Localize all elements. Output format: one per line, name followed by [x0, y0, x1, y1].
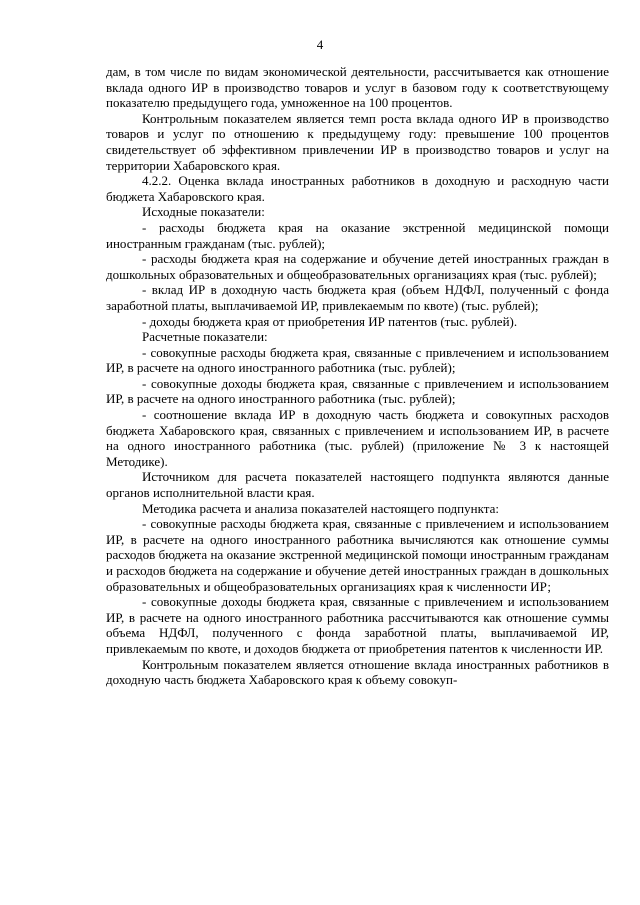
paragraph-17: Контрольным показателем является отношение вклада иностранных работников в доходную часть бюджета Хабаровского края к объему совокуп- — [106, 656, 609, 688]
paragraph-12: - соотношение вклада ИР в доходную часть бюджета и совокупных расходов бюджета Хабаровского края, связанных с привлечением и использованием ИР, в расчете на одного иностранного работника (тыс. рублей) (приложение № 3 к настоящей Методике). — [106, 407, 609, 469]
paragraph-11: - совокупные доходы бюджета края, связанные с привлечением и использованием ИР, в расчете на одного иностранного работника (тыс. рублей); — [106, 375, 609, 407]
paragraph-4: Исходные показатели: — [142, 204, 265, 220]
paragraph-16: - совокупные доходы бюджета края, связанные с привлечением и использованием ИР, в расчете на одного иностранного работника рассчитываются как отношение суммы объема НДФЛ, полученного с фонда заработной платы, выплачиваемой ИР, привлекаемым по квоте, и доходов бюджета от приобретения патентов к численности ИР. — [106, 594, 609, 656]
paragraph-14: Методика расчета и анализа показателей настоящего подпункта: — [142, 500, 499, 516]
paragraph-15: - совокупные расходы бюджета края, связанные с привлечением и использованием ИР, в расчете на одного иностранного работника вычисляются как отношение суммы расходов бюджета на оказание экстренной медицинской помощи иностранным гражданам и расходов бюджета на содержание и обучение детей иностранных граждан в дошкольных образовательных и общеобразовательных организациях края к численности ИР; — [106, 516, 609, 594]
paragraph-6: - расходы бюджета края на содержание и обучение детей иностранных граждан в дошкольных образовательных и общеобразовательных организациях края (тыс. рублей); — [106, 251, 609, 282]
page-number: 4 — [316, 37, 324, 52]
paragraph-2: Контрольным показателем является темп роста вклада одного ИР в производство товаров и услуг по отношению к предыдущему году: превышение 100 процентов свидетельствует об эффективном привлечении ИР в производство товаров и услуг на территории Хабаровского края. — [106, 110, 609, 173]
paragraph-13: Источником для расчета показателей настоящего подпункта являются данные органов исполнительной власти края. — [106, 469, 609, 501]
paragraph-1: дам, в том числе по видам экономической деятельности, рассчитывается как отношение вклада одного ИР в производство товаров и услуг в базовом году к соответствующему показателю предыдущего года, умноженное на 100 процентов. — [106, 64, 609, 111]
document-body — [106, 64, 609, 688]
paragraph-10: - совокупные расходы бюджета края, связанные с привлечением и использованием ИР, в расчете на одного иностранного работника (тыс. рублей); — [106, 344, 609, 376]
paragraph-8: - доходы бюджета края от приобретения ИР патентов (тыс. рублей). — [142, 313, 518, 329]
paragraph-5: - расходы бюджета края на оказание экстренной медицинской помощи иностранным гражданам (тыс. рублей); — [106, 219, 609, 251]
paragraph-7: - вклад ИР в доходную часть бюджета края (объем НДФЛ, полученный с фонда заработной платы, выплачиваемой ИР, привлекаемым по квоте) (тыс. рублей); — [106, 282, 609, 313]
paragraph-3: 4.2.2. Оценка вклада иностранных работников в доходную и расходную части бюджета Хабаровского края. — [106, 173, 609, 204]
paragraph-9: Расчетные показатели: — [142, 329, 268, 345]
